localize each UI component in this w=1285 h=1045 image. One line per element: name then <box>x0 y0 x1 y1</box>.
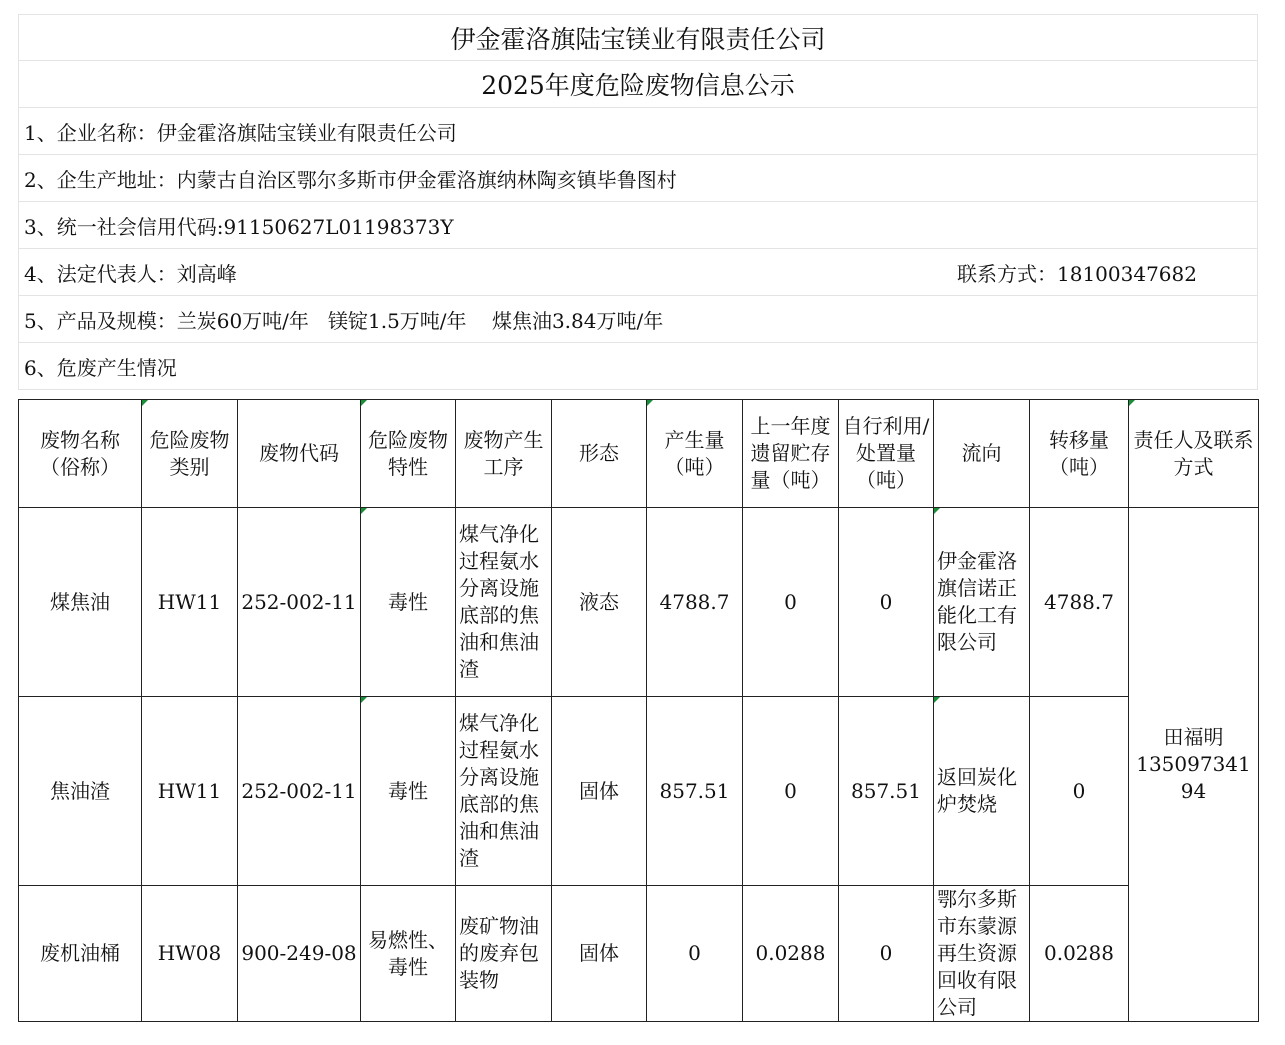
cell-amount: 857.51 <box>647 697 743 886</box>
info-line-hazard-section <box>18 343 1258 390</box>
header-destination: 流向 <box>934 400 1030 508</box>
responsible-phone: 13509734194 <box>1136 752 1251 803</box>
cell-transfer: 0.0288 <box>1030 886 1129 1022</box>
table-row <box>19 886 1259 1022</box>
cell-destination: 返回炭化炉焚烧 <box>934 697 1030 886</box>
responsible-name: 田福明 <box>1163 725 1224 749</box>
cell-property: 易燃性、毒性 <box>361 886 456 1022</box>
cell-property: 毒性 <box>361 697 456 886</box>
cell-previous: 0 <box>743 697 839 886</box>
page-title-text: 2025年度危险废物信息公示 <box>481 71 795 100</box>
cell-amount: 4788.7 <box>647 508 743 697</box>
header-waste-name: 废物名称（俗称） <box>19 400 142 508</box>
cell-transfer: 4788.7 <box>1030 508 1129 697</box>
cell-previous: 0 <box>743 508 839 697</box>
header-previous: 上一年度遗留贮存量（吨） <box>743 400 839 508</box>
cell-process: 煤气净化过程氨水分离设施底部的焦油和焦油渣 <box>456 508 552 697</box>
info-line-legal-rep <box>18 249 1258 296</box>
contact-text: 联系方式：18100347682 <box>957 261 1197 286</box>
cell-category: HW11 <box>142 508 238 697</box>
cell-process: 煤气净化过程氨水分离设施底部的焦油和焦油渣 <box>456 697 552 886</box>
cell-form: 固体 <box>552 697 647 886</box>
info-line-address <box>18 155 1258 202</box>
cell-destination: 伊金霍洛旗信诺正能化工有限公司 <box>934 508 1030 697</box>
header-responsible: 责任人及联系方式 <box>1129 400 1259 508</box>
cell-process: 废矿物油的废弃包装物 <box>456 886 552 1022</box>
cell-code: 900-249-08 <box>238 886 361 1022</box>
cell-name: 煤焦油 <box>19 508 142 697</box>
info-sheet <box>18 14 1258 390</box>
company-title-text: 伊金霍洛旗陆宝镁业有限责任公司 <box>450 24 826 54</box>
cell-self-disposal: 0 <box>839 886 934 1022</box>
cell-form: 液态 <box>552 508 647 697</box>
header-form: 形态 <box>552 400 647 508</box>
header-self-disposal: 自行利用/处置量（吨） <box>839 400 934 508</box>
cell-category: HW11 <box>142 697 238 886</box>
legal-rep-text: 4、法定代表人：刘高峰 <box>24 261 237 286</box>
cell-name: 焦油渣 <box>19 697 142 886</box>
table-row <box>19 508 1259 697</box>
products-text: 5、产品及规模：兰炭60万吨/年 镁锭1.5万吨/年 煤焦油3.84万吨/年 <box>24 308 664 333</box>
cell-responsible <box>1129 508 1259 1022</box>
page-title <box>18 61 1258 108</box>
credit-code-text: 3、统一社会信用代码:91150627L01198373Y <box>24 214 454 239</box>
cell-self-disposal: 0 <box>839 508 934 697</box>
cell-previous: 0.0288 <box>743 886 839 1022</box>
header-amount: 产生量（吨） <box>647 400 743 508</box>
hazardous-waste-table <box>18 399 1259 1022</box>
header-property: 危险废物特性 <box>361 400 456 508</box>
cell-destination: 鄂尔多斯市东蒙源再生资源回收有限公司 <box>934 886 1030 1022</box>
cell-code: 252-002-11 <box>238 508 361 697</box>
address-text: 2、企生产地址：内蒙古自治区鄂尔多斯市伊金霍洛旗纳林陶亥镇毕鲁图村 <box>24 167 677 192</box>
info-line-products <box>18 296 1258 343</box>
header-process: 废物产生工序 <box>456 400 552 508</box>
cell-name: 废机油桶 <box>19 886 142 1022</box>
cell-code: 252-002-11 <box>238 697 361 886</box>
cell-transfer: 0 <box>1030 697 1129 886</box>
table-row <box>19 697 1259 886</box>
cell-category: HW08 <box>142 886 238 1022</box>
header-transfer: 转移量（吨） <box>1030 400 1129 508</box>
cell-form: 固体 <box>552 886 647 1022</box>
info-line-credit-code <box>18 202 1258 249</box>
info-line-company-name <box>18 108 1258 155</box>
header-code: 废物代码 <box>238 400 361 508</box>
cell-property: 毒性 <box>361 508 456 697</box>
table-header-row <box>19 400 1259 508</box>
company-title <box>18 14 1258 61</box>
cell-amount: 0 <box>647 886 743 1022</box>
cell-self-disposal: 857.51 <box>839 697 934 886</box>
header-category: 危险废物类别 <box>142 400 238 508</box>
company-name-text: 1、企业名称：伊金霍洛旗陆宝镁业有限责任公司 <box>24 120 457 145</box>
hazard-section-text: 6、危废产生情况 <box>24 355 177 380</box>
